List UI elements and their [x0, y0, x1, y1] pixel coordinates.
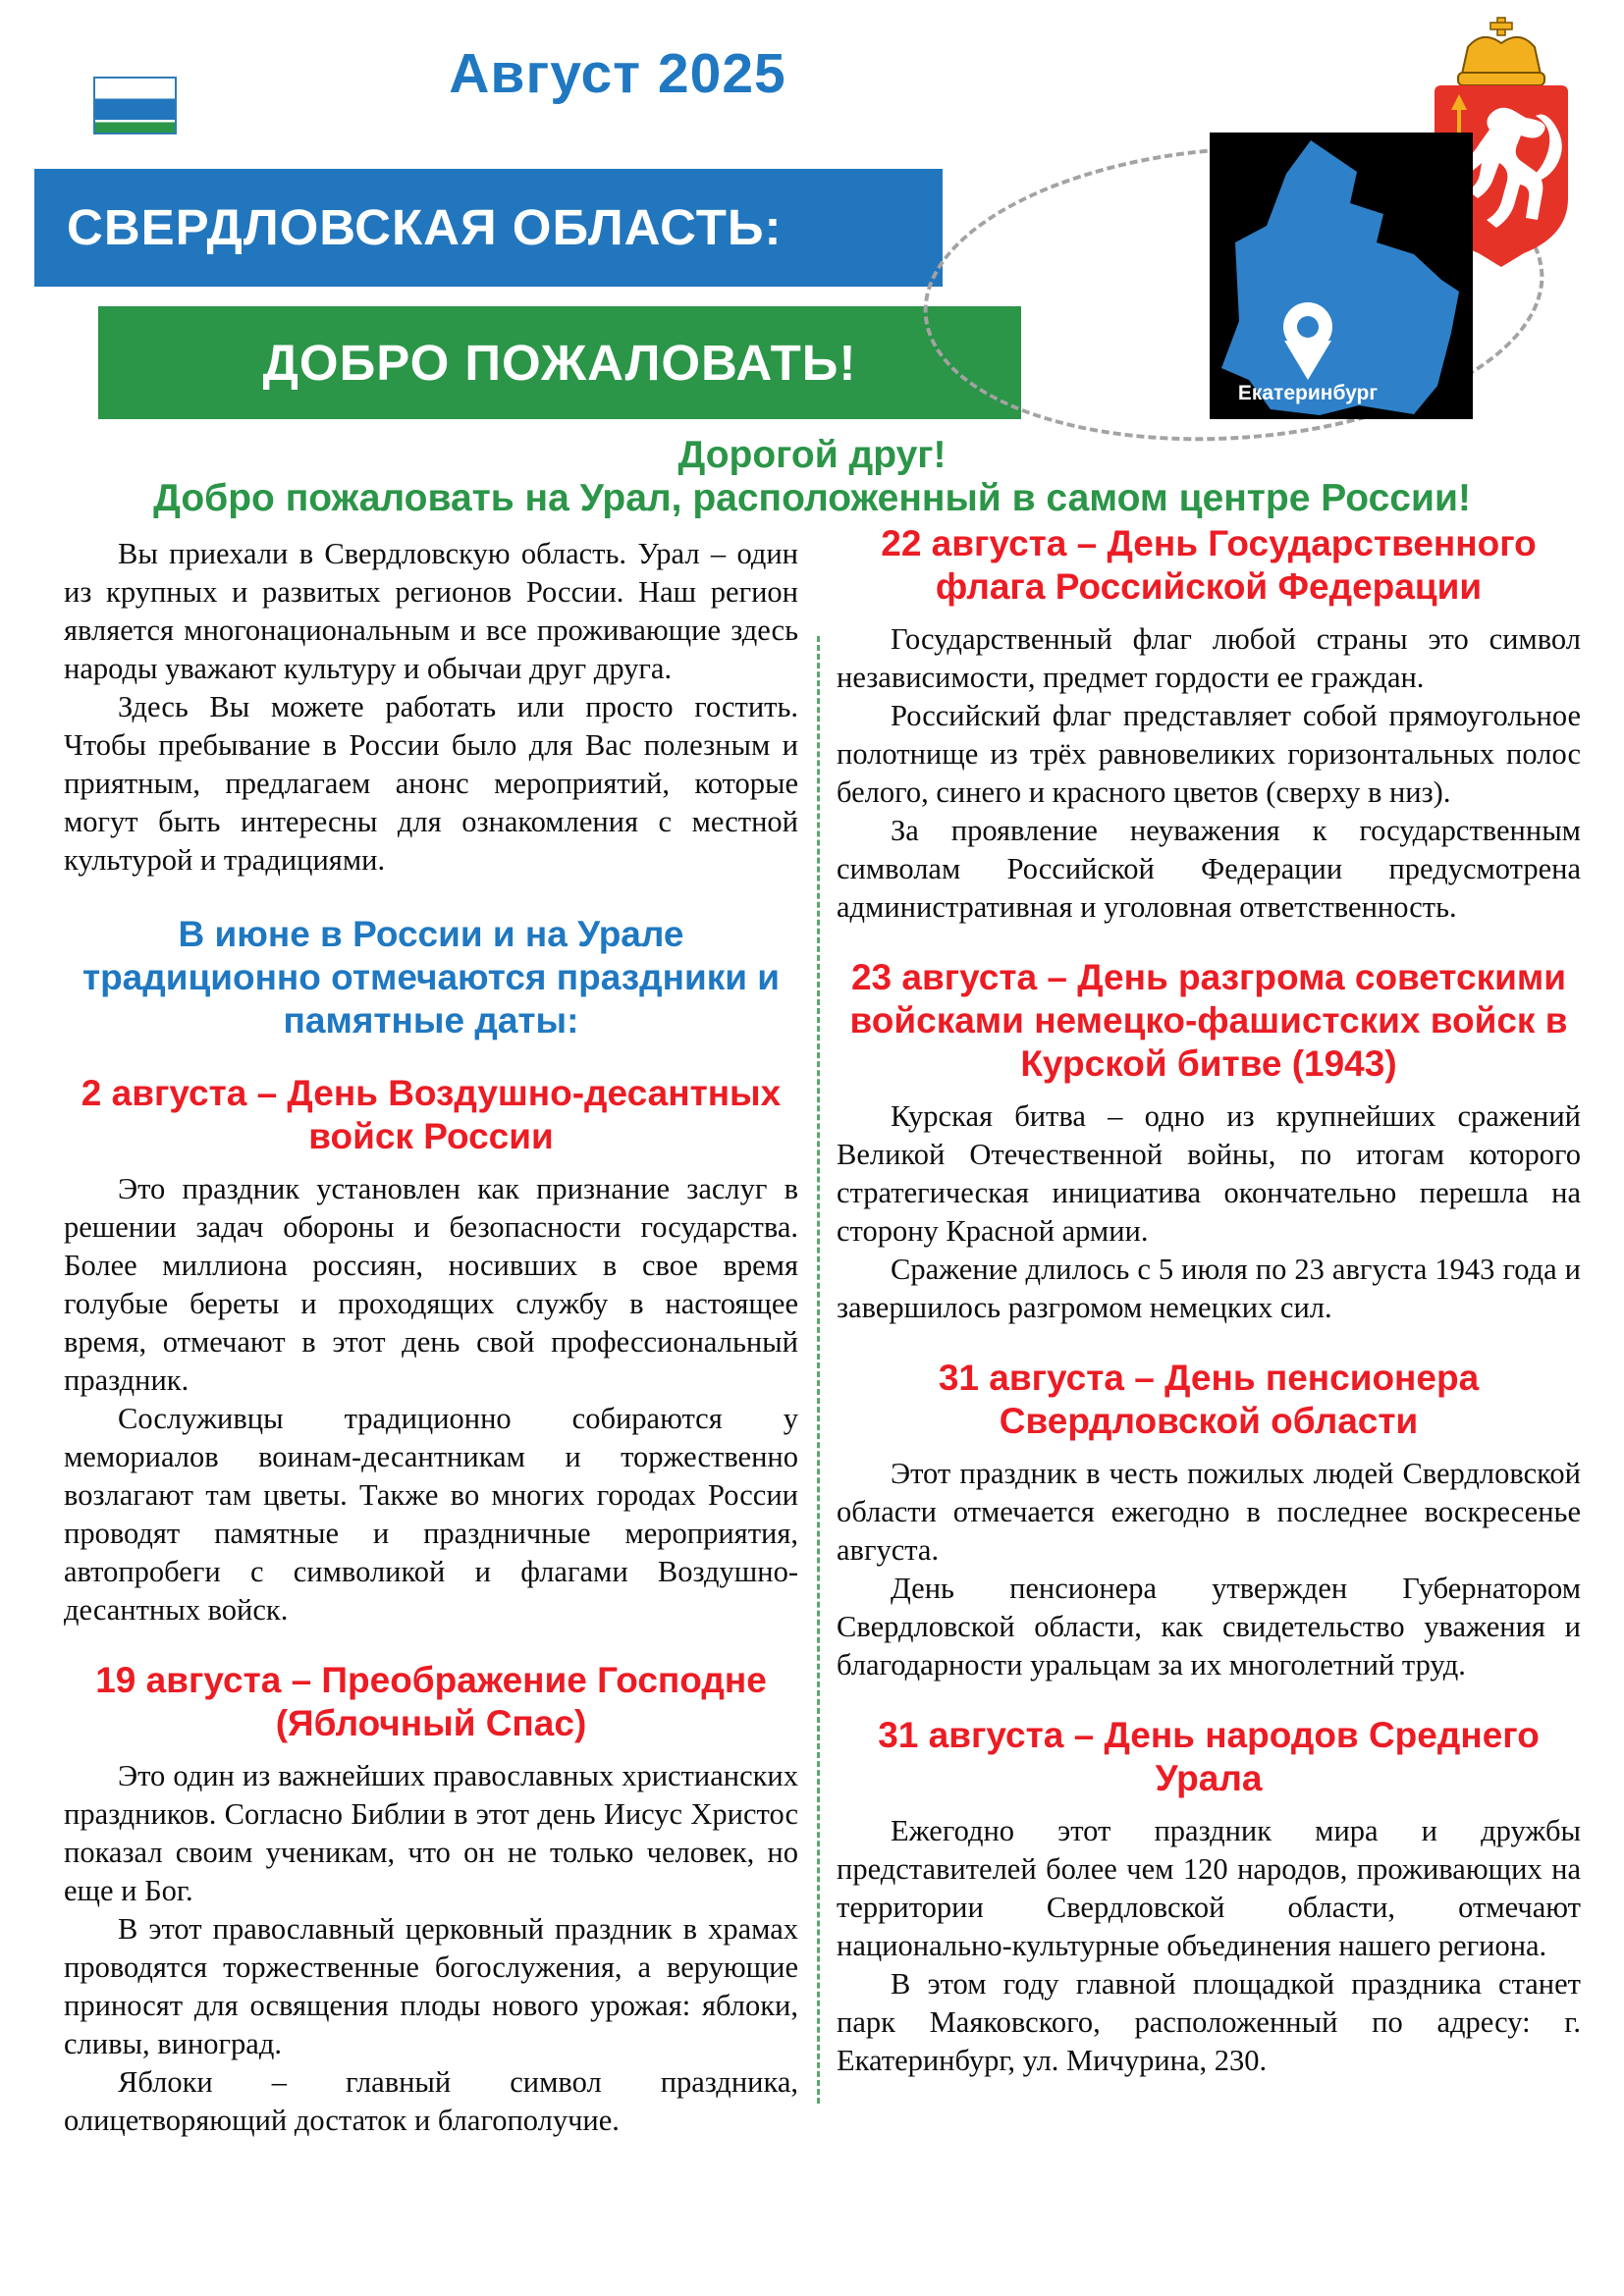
- greeting-line-1: Дорогой друг!: [677, 434, 947, 476]
- map-city-label: Екатеринбург: [1237, 382, 1379, 404]
- article-heading: 2 августа – День Воздушно-десантных войск России: [81, 1073, 782, 1156]
- article-paragraph: Сражение длилось с 5 июля по 23 августа 1943 года и завершилось разгромом немецких сил.: [837, 1253, 1581, 1324]
- region-banner: СВЕРДЛОВСКАЯ ОБЛАСТЬ:: [34, 169, 943, 287]
- greeting-line-2: Добро пожаловать на Урал, расположенный в самом центре России!: [153, 477, 1471, 519]
- sverdlovsk-flag-icon: [93, 77, 177, 134]
- article-paragraph: День пенсионера утвержден Губернатором Свердловской области, как свидетельство уважения и благодарности уральцам за их многолетний труд.: [837, 1572, 1581, 1682]
- issue-title: Август 2025: [449, 42, 786, 105]
- article-heading: 31 августа – День пенсионера Свердловской области: [938, 1358, 1480, 1441]
- column-divider: [817, 636, 820, 2104]
- article-paragraph: Яблоки – главный символ праздника, олицетворяющий достаток и благополучие.: [64, 2065, 798, 2137]
- welcome-banner: ДОБРО ПОЖАЛОВАТЬ!: [98, 306, 1021, 419]
- region-map-card: [1210, 133, 1473, 419]
- article-paragraph: Это праздник установлен как признание заслуг в решении задач обороны и безопасности государства. Более миллиона россиян, носивших в свое время голубые береты и проходящих службу в настоящее время, отмечают в этот день свой профессиональный праздник.: [64, 1172, 798, 1397]
- article-heading: 22 августа – День Государственного флага Российской Федерации: [881, 523, 1537, 607]
- article-heading: 31 августа – День народов Среднего Урала: [878, 1715, 1540, 1798]
- sverdlovsk-region-map-icon: [1210, 133, 1473, 419]
- article-paragraph: Вы приехали в Свердловскую область. Урал – один из крупных и развитых регионов России. Наш регион является многонациональным и все проживающие здесь народы уважают культуру и обычаи друг друга.: [64, 537, 798, 685]
- article-paragraph: В этот православный церковный праздник в храмах проводятся торжественные богослужения, а верующие приносят для освящения плоды нового урожая: яблоки, сливы, виноград.: [64, 1912, 798, 2060]
- article-paragraph: В этом году главной площадкой праздника станет парк Маяковского, расположенный по адресу: г. Екатеринбург, ул. Мичурина, 230.: [837, 1967, 1581, 2077]
- article-paragraph: Ежегодно этот праздник мира и дружбы представителей более чем 120 народов, проживающих на территории Свердловской области, отмечают национально-культурные объединения нашего региона.: [837, 1814, 1581, 1962]
- article-paragraph: Российский флаг представляет собой прямоугольное полотнище из трёх равновеликих горизонтальных полос белого, синего и красного цветов (сверху в низ).: [837, 699, 1581, 809]
- article-paragraph: За проявление неуважения к государственным символам Российской Федерации предусмотрена административная и уголовная ответственность.: [837, 814, 1581, 924]
- article-heading: 23 августа – День разгрома советскими войсками немецко-фашистских войск в Курской битве (1943): [849, 957, 1568, 1084]
- article-paragraph: Сослуживцы традиционно собираются у мемориалов воинам-десантникам и торжественно возлагают там цветы. Также во многих городах России проводят памятные и праздничные мероприятия, автопробеги с символикой и флагами Воздушно-десантных войск.: [64, 1402, 798, 1627]
- article-paragraph: Курская битва – одно из крупнейших сражений Великой Отечественной войны, по итогам которого стратегическая инициатива окончательно перешла на сторону Красной армии.: [837, 1099, 1581, 1248]
- article-paragraph: Этот праздник в честь пожилых людей Свердловской области отмечается ежегодно в последнее воскресенье августа.: [837, 1457, 1581, 1567]
- article-heading: В июне в России и на Урале традиционно отмечаются праздники и памятные даты:: [81, 914, 781, 1041]
- article-paragraph: Здесь Вы можете работать или просто гостить. Чтобы пребывание в России было для Вас полезным и приятным, предлагаем анонс мероприятий, которые могут быть интересны для ознакомления с местной культурой и традициями.: [64, 690, 798, 877]
- right-column: [837, 522, 1581, 2080]
- article-heading: 19 августа – Преображение Господне (Яблочный Спас): [95, 1660, 767, 1743]
- greeting-block: [0, 434, 1624, 520]
- article-paragraph: Государственный флаг любой страны это символ независимости, предмет гордости ее граждан.: [837, 622, 1581, 694]
- left-column: [64, 535, 798, 2140]
- article-paragraph: Это один из важнейших православных христианских праздников. Согласно Библии в этот день Иисус Христос показал своим ученикам, что он не только человек, но еще и Бог.: [64, 1759, 798, 1907]
